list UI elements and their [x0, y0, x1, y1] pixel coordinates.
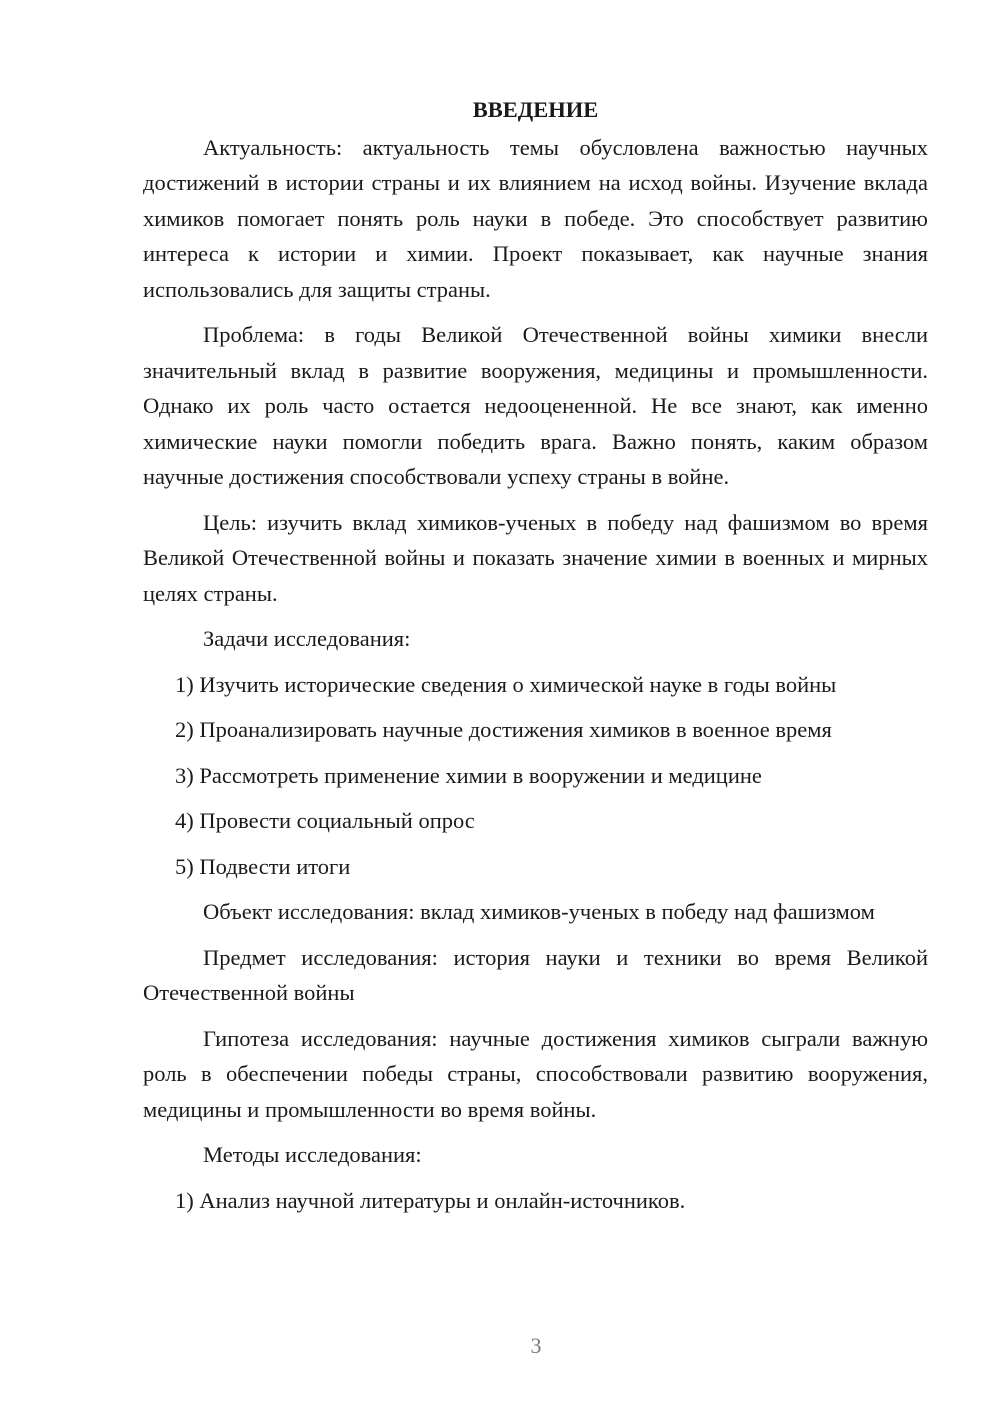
task-item: 2) Проанализировать научные достижения химиков в военное время — [175, 717, 832, 742]
page-content — [143, 92, 928, 1228]
goal-paragraph: Цель: изучить вклад химиков-ученых в победу над фашизмом во время Великой Отечественной войны и показать значение химии в военных и мирных целях страны. — [143, 509, 928, 606]
subject-paragraph: Предмет исследования: история науки и техники во время Великой Отечественной войны — [143, 944, 928, 1005]
hypothesis-paragraph: Гипотеза исследования: научные достижения химиков сыграли важную роль в обеспечении победы страны, способствовали развитию вооружения, медицины и промышленности во время войны. — [143, 1025, 928, 1122]
task-item: 3) Рассмотреть применение химии в вооружении и медицине — [175, 762, 762, 788]
problem-paragraph: Проблема: в годы Великой Отечественной войны химики внесли значительный вклад в развитие вооружения, медицины и промышленности. Однако их роль часто остается недооцененной. Не все знают, как именно химические науки помогли победить врага. Важно понять, каким образом научные достижения способствовали успеху страны в войне. — [143, 322, 928, 489]
tasks-heading: Задачи исследования: — [203, 626, 411, 651]
task-item: 4) Провести социальный опрос — [175, 808, 475, 833]
section-title: ВВЕДЕНИЕ — [472, 97, 599, 122]
method-item: 1) Анализ научной литературы и онлайн-источников. — [175, 1187, 686, 1213]
task-item: 5) Подвести итоги — [175, 853, 351, 879]
relevance-paragraph: Актуальность: актуальность темы обусловлена важностью научных достижений в истории страны и их влиянием на исход войны. Изучение вклада химиков помогает понять роль науки в победе. Это способствует развитию интереса к истории и химии. Проект показывает, как научные знания использовались для защиты страны. — [143, 134, 928, 302]
methods-heading: Методы исследования: — [203, 1142, 422, 1167]
task-item: 1) Изучить исторические сведения о химической науке в годы войны — [175, 671, 837, 697]
object-paragraph: Объект исследования: вклад химиков-ученых в победу над фашизмом — [203, 899, 875, 924]
page-number: 3 — [530, 1333, 542, 1358]
